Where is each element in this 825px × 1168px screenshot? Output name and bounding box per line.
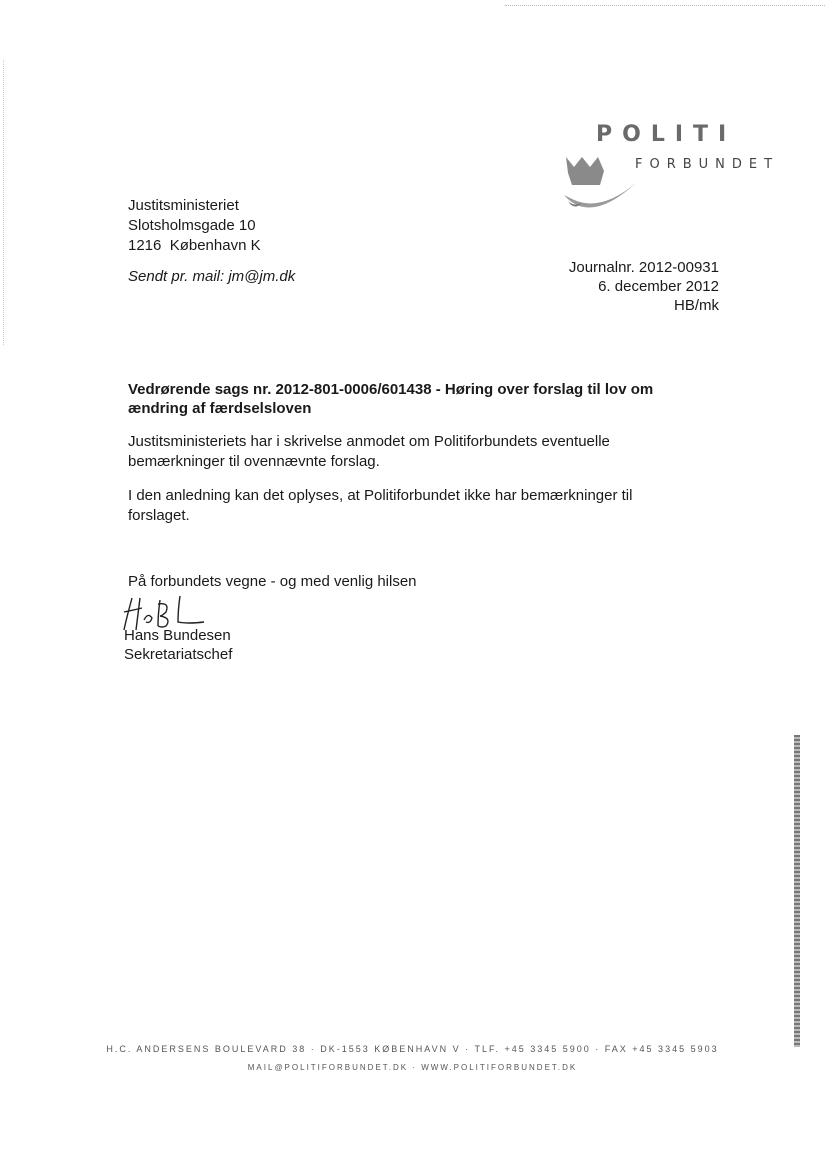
footer-address: H.C. ANDERSENS BOULEVARD 38 · DK-1553 KØBENHAVN V · TLF. +45 3345 5900 · FAX +45 3345 5903 [106, 1044, 719, 1054]
scan-edge-artifact [794, 735, 800, 1047]
footer-contact: MAIL@POLITIFORBUNDET.DK · WWW.POLITIFORBUNDET.DK [247, 1063, 578, 1072]
logo-title: POLITI [596, 122, 737, 147]
recipient-line: 1216 København K [128, 237, 261, 254]
journal-number: Journalnr. 2012-00931 [568, 259, 719, 276]
recipient-address [128, 196, 261, 256]
signer-block [124, 626, 232, 664]
subject-line: Vedrørende sags nr. 2012-801-0006/601438 - Høring over forslag til lov om ændring af færdselsloven [128, 381, 654, 417]
body-paragraph: Justitsministeriets har i skrivelse anmodet om Politiforbundets eventuelle bemærkninger til ovennævnte forslag. [128, 433, 610, 470]
police-emblem-icon [560, 155, 640, 225]
initials: HB/mk [674, 297, 719, 314]
signer-title: Sekretariatschef [124, 646, 233, 663]
closing-line: På forbundets vegne - og med venlig hilsen [128, 573, 417, 590]
sent-by-mail-note: Sendt pr. mail: jm@jm.dk [128, 268, 296, 285]
scan-artifact-top [505, 5, 825, 7]
recipient-line: Slotsholmsgade 10 [128, 217, 256, 234]
body-paragraph: I den anledning kan det oplyses, at Politiforbundet ikke har bemærkninger til forslaget. [128, 487, 633, 524]
scan-artifact-left [3, 60, 5, 345]
letter-meta [569, 258, 719, 315]
letter-date: 6. december 2012 [598, 278, 719, 295]
signer-name: Hans Bundesen [124, 627, 231, 644]
logo-subtitle: FORBUNDET [635, 157, 780, 172]
recipient-line: Justitsministeriet [128, 197, 239, 214]
